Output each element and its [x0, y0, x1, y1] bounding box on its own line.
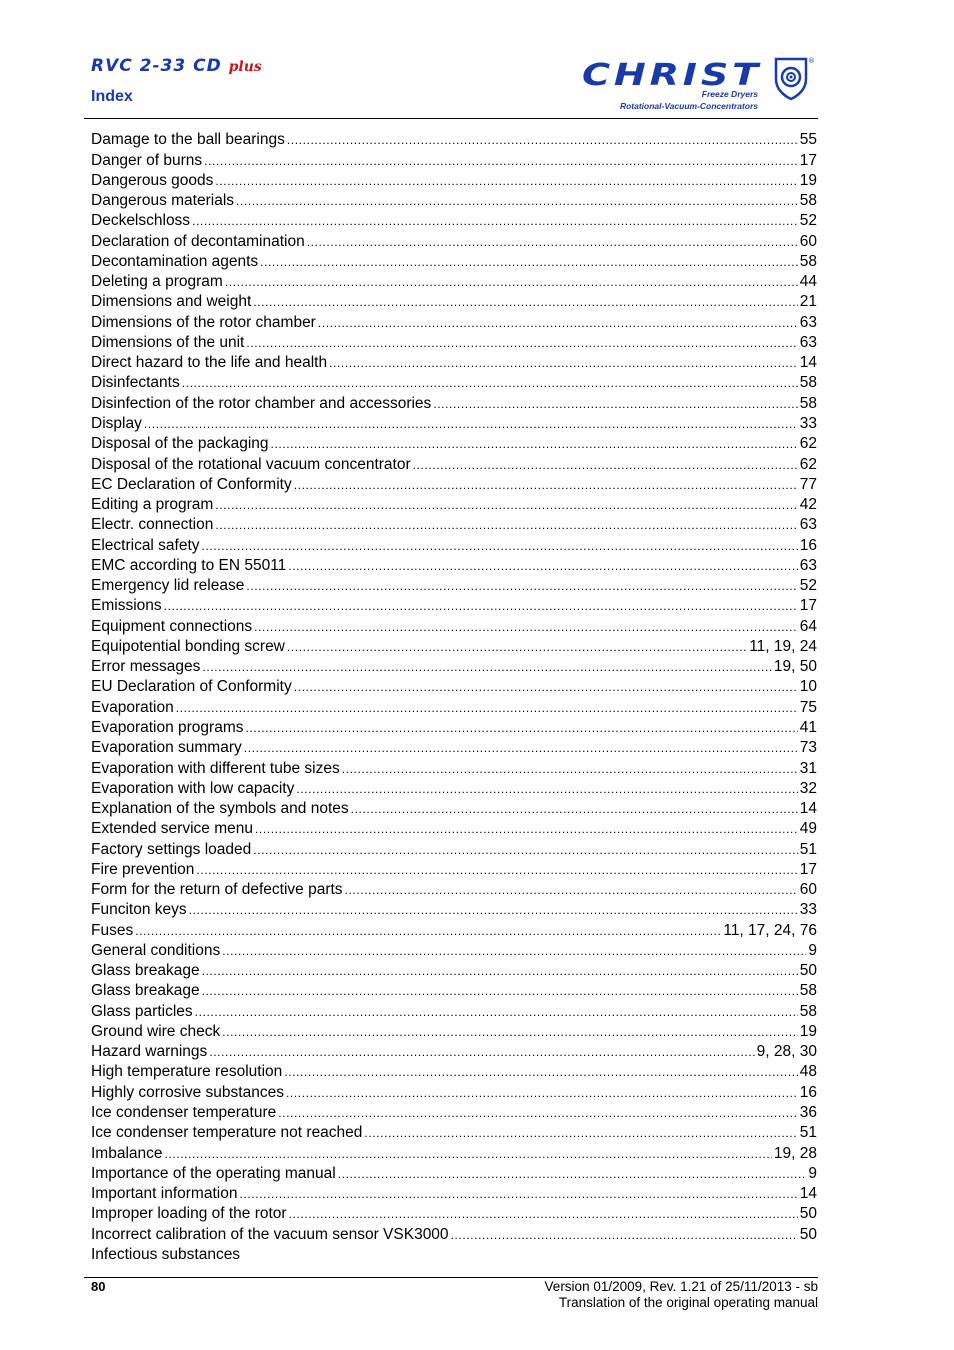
index-term: EC Declaration of Conformity [91, 475, 292, 493]
index-term: Evaporation with different tube sizes [91, 759, 340, 777]
index-pages: 36 [799, 1104, 817, 1122]
dot-leader [271, 436, 798, 452]
product-name: RVC 2-33 CD [91, 56, 222, 76]
index-pages: 49 [799, 820, 817, 838]
index-entry [91, 1184, 817, 1204]
index-term: Hazard warnings [91, 1043, 208, 1061]
index-term: Deleting a program [91, 273, 223, 291]
dot-leader [338, 1166, 807, 1182]
footer-divider [84, 1277, 818, 1278]
index-term: Equipotential bonding screw [91, 637, 285, 655]
index-list [91, 130, 817, 1265]
dot-leader [413, 457, 798, 473]
index-term: Form for the return of defective parts [91, 881, 343, 899]
index-entry [91, 414, 817, 434]
index-entry [91, 231, 817, 251]
index-pages: 14 [799, 354, 817, 372]
index-pages: 42 [799, 496, 817, 514]
index-entry [91, 191, 817, 211]
index-term: EMC according to EN 55011 [91, 556, 287, 574]
index-entry [91, 1062, 817, 1082]
index-term: Evaporation programs [91, 718, 244, 736]
dot-leader [284, 1064, 797, 1080]
index-entry [91, 211, 817, 231]
index-term: High temperature resolution [91, 1063, 283, 1081]
index-pages: 11, 17, 24, 76 [723, 921, 817, 939]
product-title [91, 56, 262, 76]
index-entry [91, 799, 817, 819]
dot-leader [202, 538, 798, 554]
dot-leader [215, 517, 797, 533]
index-entry [91, 272, 817, 292]
index-pages: 55 [799, 131, 817, 149]
dot-leader [246, 578, 797, 594]
index-pages: 14 [799, 1185, 817, 1203]
index-entry [91, 981, 817, 1001]
dot-leader [345, 882, 798, 898]
index-term: Fire prevention [91, 860, 195, 878]
index-pages: 50 [799, 1225, 817, 1243]
index-pages: 17 [799, 597, 817, 615]
index-term: Explanation of the symbols and notes [91, 800, 349, 818]
christ-logo-graphic [580, 55, 815, 115]
index-entry [91, 393, 817, 413]
index-entry [91, 596, 817, 616]
dot-leader [351, 801, 798, 817]
dot-leader [246, 335, 797, 351]
index-term: Disposal of the rotational vacuum concentrator [91, 455, 411, 473]
dot-leader [253, 294, 797, 310]
index-pages: 9 [808, 1164, 817, 1182]
index-pages: 58 [799, 1002, 817, 1020]
index-entry [91, 556, 817, 576]
dot-leader [202, 659, 771, 675]
index-entry [91, 333, 817, 353]
index-term: Electr. connection [91, 516, 214, 534]
index-entry [91, 819, 817, 839]
index-entry [91, 312, 817, 332]
index-pages: 64 [799, 617, 817, 635]
index-pages: 33 [799, 901, 817, 919]
index-pages: 17 [799, 860, 817, 878]
dot-leader [254, 619, 798, 635]
index-term: Dimensions of the unit [91, 333, 245, 351]
dot-leader [287, 639, 747, 655]
index-pages: 51 [799, 1124, 817, 1142]
dot-leader [176, 700, 798, 716]
dot-leader [286, 1085, 798, 1101]
index-entry [91, 1224, 817, 1244]
index-term: Deckelschloss [91, 212, 191, 230]
index-entry [91, 576, 817, 596]
index-entry [91, 616, 817, 636]
index-pages: 58 [799, 374, 817, 392]
index-term: Decontamination agents [91, 252, 259, 270]
dot-leader [195, 1004, 798, 1020]
index-term: Error messages [91, 658, 201, 676]
index-pages: 16 [799, 536, 817, 554]
dot-leader [342, 761, 798, 777]
index-entry [91, 1204, 817, 1224]
dot-leader [287, 132, 798, 148]
index-pages: 50 [799, 1205, 817, 1223]
dot-leader [192, 213, 798, 229]
index-term: Importance of the operating manual [91, 1164, 336, 1182]
index-term: Funciton keys [91, 901, 187, 919]
index-term: Electrical safety [91, 536, 200, 554]
index-entry [91, 171, 817, 191]
index-term: Declaration of decontamination [91, 232, 305, 250]
index-entry [91, 1001, 817, 1021]
index-pages: 19 [799, 1022, 817, 1040]
dot-leader [278, 1105, 798, 1121]
index-term: Dangerous goods [91, 171, 214, 189]
index-entry [91, 252, 817, 272]
index-entry [91, 637, 817, 657]
index-entry [91, 657, 817, 677]
dot-leader [215, 497, 797, 513]
registered-mark: ® [808, 57, 815, 65]
dot-leader [260, 254, 798, 270]
index-term: Editing a program [91, 496, 214, 514]
dot-leader [364, 1125, 797, 1141]
index-entry [91, 941, 817, 961]
index-pages: 9 [808, 941, 817, 959]
index-entry [91, 900, 817, 920]
index-entry [91, 535, 817, 555]
index-entry [91, 1123, 817, 1143]
index-term: Display [91, 414, 142, 432]
dot-leader [329, 355, 798, 371]
tagline-concentrators: Rotational-Vacuum-Concentrators [619, 101, 758, 111]
index-pages: 58 [799, 252, 817, 270]
index-entry [91, 1022, 817, 1042]
index-term: Disposal of the packaging [91, 435, 269, 453]
dot-leader [236, 193, 798, 209]
dot-leader [225, 274, 798, 290]
index-entry [91, 1143, 817, 1163]
dot-leader [253, 842, 797, 858]
index-term: Improper loading of the rotor [91, 1205, 287, 1223]
translation-note: Translation of the original operating manual [558, 1295, 818, 1310]
index-entry [91, 150, 817, 170]
dot-leader [239, 1186, 797, 1202]
index-term: Important information [91, 1185, 238, 1203]
index-pages: 32 [799, 779, 817, 797]
index-term: EU Declaration of Conformity [91, 678, 292, 696]
christ-logo [580, 55, 815, 115]
index-term: Dimensions of the rotor chamber [91, 313, 316, 331]
dot-leader [144, 416, 798, 432]
footer-info [545, 1279, 818, 1311]
index-pages: 19, 50 [773, 658, 817, 676]
dot-leader [222, 943, 806, 959]
index-pages: 75 [799, 698, 817, 716]
index-entry [91, 292, 817, 312]
index-entry [91, 1103, 817, 1123]
index-entry [91, 1245, 817, 1265]
dot-leader [433, 396, 797, 412]
dot-leader [246, 720, 798, 736]
index-term: Direct hazard to the life and health [91, 354, 328, 372]
index-pages: 58 [799, 982, 817, 1000]
version-text: Version 01/2009, Rev. 1.21 of 25/11/2013 - sb [544, 1279, 818, 1294]
dot-leader [451, 1227, 798, 1243]
index-term: Highly corrosive substances [91, 1083, 284, 1101]
index-pages: 63 [799, 333, 817, 351]
dot-leader [182, 375, 798, 391]
index-pages: 62 [799, 455, 817, 473]
dot-leader [288, 558, 797, 574]
dot-leader [244, 740, 798, 756]
index-entry [91, 920, 817, 940]
index-term: Glass breakage [91, 982, 200, 1000]
dot-leader [165, 1146, 772, 1162]
index-term: Ice condenser temperature not reached [91, 1124, 363, 1142]
header-divider [84, 118, 818, 119]
index-entry [91, 130, 817, 150]
index-term: Glass breakage [91, 962, 200, 980]
index-entry [91, 779, 817, 799]
index-term: Danger of burns [91, 151, 203, 169]
dot-leader [307, 234, 798, 250]
index-term: Fuses [91, 921, 134, 939]
index-term: Evaporation with low capacity [91, 779, 295, 797]
swirl-emblem-icon [776, 59, 806, 99]
index-term: Equipment connections [91, 617, 253, 635]
dot-leader [209, 1044, 754, 1060]
index-pages: 50 [799, 962, 817, 980]
index-pages: 21 [799, 293, 817, 311]
index-pages: 63 [799, 313, 817, 331]
index-pages: 51 [799, 840, 817, 858]
index-pages: 11, 19, 24 [749, 637, 817, 655]
index-term: Evaporation summary [91, 739, 242, 757]
dot-leader [164, 598, 798, 614]
index-term: Evaporation [91, 698, 174, 716]
brand-name: CHRIST [582, 58, 762, 93]
index-pages: 19 [799, 171, 817, 189]
index-term: Infectious substances [91, 1245, 241, 1263]
index-pages: 73 [799, 739, 817, 757]
index-entry [91, 1042, 817, 1062]
index-entry [91, 454, 817, 474]
index-entry [91, 677, 817, 697]
index-term: Damage to the ball bearings [91, 131, 285, 149]
index-term: Emergency lid release [91, 577, 245, 595]
index-entry [91, 839, 817, 859]
index-term: Disinfectants [91, 374, 180, 392]
dot-leader [204, 153, 798, 169]
dot-leader [294, 679, 798, 695]
index-entry [91, 697, 817, 717]
section-title: Index [91, 88, 133, 105]
index-pages: 14 [799, 800, 817, 818]
product-suffix: plus [228, 59, 262, 75]
dot-leader [294, 477, 798, 493]
index-entry [91, 961, 817, 981]
index-pages: 63 [799, 556, 817, 574]
index-term: Ice condenser temperature [91, 1104, 277, 1122]
index-term: Extended service menu [91, 820, 253, 838]
index-term: Dimensions and weight [91, 293, 252, 311]
index-pages: 41 [799, 718, 817, 736]
index-pages: 63 [799, 516, 817, 534]
index-term: Incorrect calibration of the vacuum sensor VSK3000 [91, 1225, 449, 1243]
index-pages: 52 [799, 212, 817, 230]
index-entry [91, 758, 817, 778]
index-entry [91, 495, 817, 515]
index-pages: 48 [799, 1063, 817, 1081]
dot-leader [189, 902, 798, 918]
page-number: 80 [91, 1279, 106, 1294]
index-pages: 62 [799, 435, 817, 453]
index-pages: 60 [799, 232, 817, 250]
dot-leader [289, 1206, 798, 1222]
dot-leader [202, 963, 798, 979]
index-entry [91, 434, 817, 454]
index-term: General conditions [91, 941, 221, 959]
index-pages: 9, 28, 30 [756, 1043, 817, 1061]
index-term: Disinfection of the rotor chamber and accessories [91, 394, 432, 412]
index-term: Factory settings loaded [91, 840, 252, 858]
dot-leader [202, 983, 798, 999]
index-entry [91, 475, 817, 495]
index-pages: 31 [799, 759, 817, 777]
index-entry [91, 515, 817, 535]
dot-leader [255, 821, 798, 837]
index-pages: 58 [799, 394, 817, 412]
index-pages: 44 [799, 273, 817, 291]
index-term: Glass particles [91, 1002, 193, 1020]
index-pages: 77 [799, 475, 817, 493]
index-pages: 33 [799, 414, 817, 432]
index-pages: 60 [799, 881, 817, 899]
index-entry [91, 353, 817, 373]
index-entry [91, 860, 817, 880]
dot-leader [196, 862, 797, 878]
index-entry [91, 1164, 817, 1184]
index-pages: 58 [799, 192, 817, 210]
index-entry [91, 718, 817, 738]
index-entry [91, 738, 817, 758]
index-pages: 17 [799, 151, 817, 169]
index-term: Dangerous materials [91, 192, 235, 210]
index-pages: 10 [799, 678, 817, 696]
index-pages: 19, 28 [773, 1144, 817, 1162]
index-entry [91, 1082, 817, 1102]
dot-leader [135, 923, 721, 939]
index-entry [91, 880, 817, 900]
index-term: Ground wire check [91, 1022, 221, 1040]
tagline-freeze-dryers: Freeze Dryers [701, 89, 758, 99]
dot-leader [296, 781, 797, 797]
dot-leader [318, 315, 798, 331]
dot-leader [222, 1024, 798, 1040]
dot-leader [215, 173, 797, 189]
index-pages: 16 [799, 1083, 817, 1101]
index-entry [91, 373, 817, 393]
index-pages: 52 [799, 577, 817, 595]
index-term: Imbalance [91, 1144, 163, 1162]
index-term: Emissions [91, 597, 162, 615]
